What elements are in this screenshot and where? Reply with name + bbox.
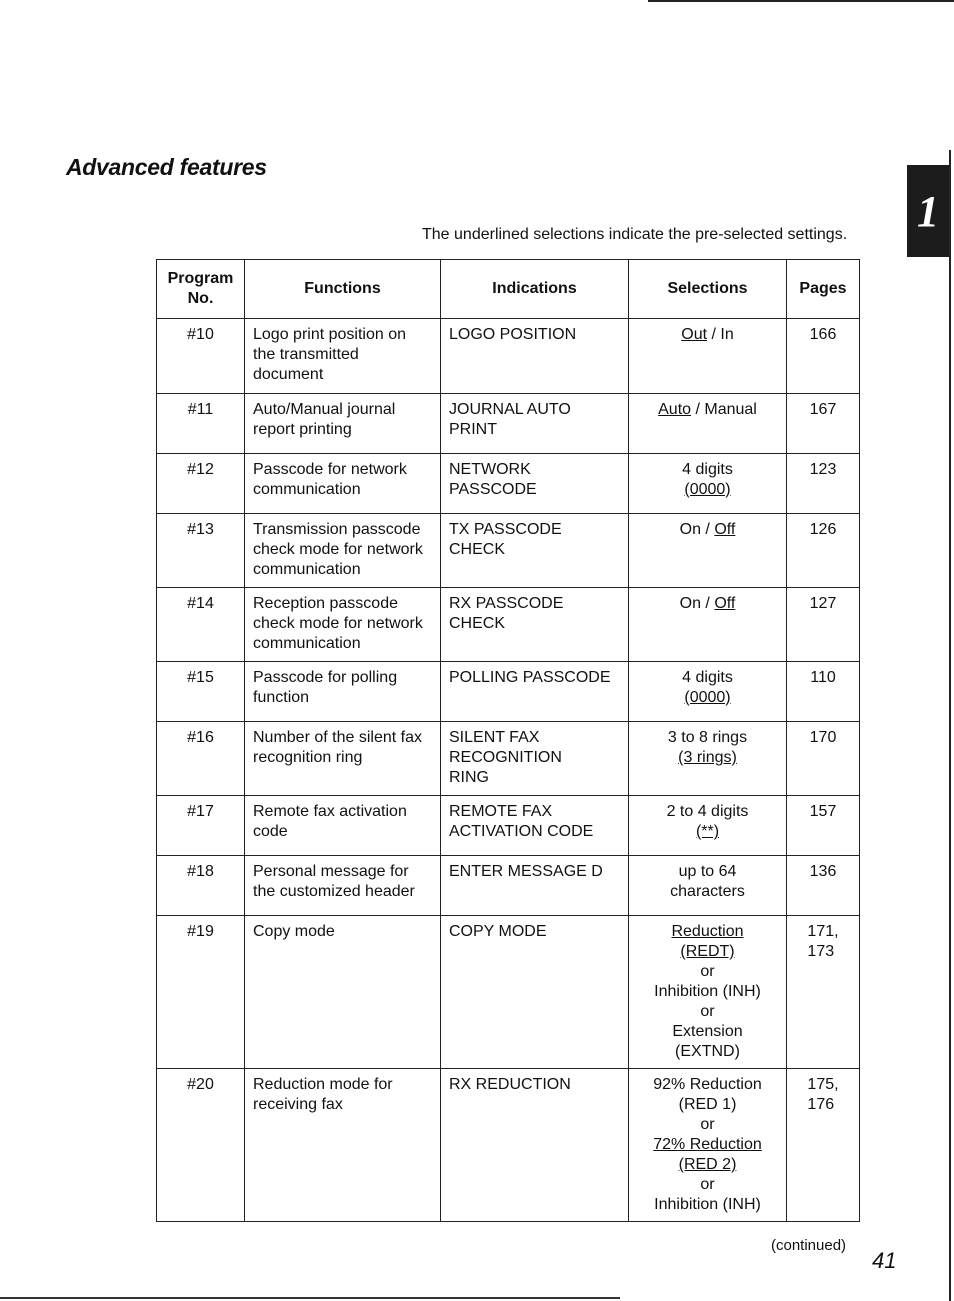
page-reference-line: 126 [809, 521, 837, 538]
selection-cell [629, 514, 787, 588]
page-number: 41 [872, 1248, 897, 1273]
indication-cell [441, 514, 629, 588]
selection-line [637, 728, 778, 748]
function-text: communication [253, 481, 361, 498]
pages-cell [787, 588, 860, 662]
program-number-cell [157, 454, 245, 514]
program-number: #16 [187, 729, 214, 746]
default-selection: (0000) [684, 689, 731, 706]
selection-text: 2 to 4 digits [666, 803, 749, 820]
program-number-cell [157, 319, 245, 394]
indication-text: RECOGNITION [449, 749, 562, 766]
page-reference [810, 325, 837, 345]
selection-text: 92% Reduction [653, 1076, 762, 1093]
function-cell [245, 454, 441, 514]
function-text: Logo print position on [253, 326, 406, 343]
indication-cell [441, 454, 629, 514]
page-reference [807, 1075, 838, 1115]
function-text: Remote fax activation [253, 803, 407, 820]
selection-line [637, 1135, 778, 1155]
program-number: #18 [187, 863, 214, 880]
indication-cell [441, 662, 629, 722]
header-row [157, 260, 860, 319]
function-cell [245, 1069, 441, 1222]
pages-cell [787, 1069, 860, 1222]
default-selection: Off [714, 521, 736, 538]
preselected-note: The underlined selections indicate the pre-selected settings. [422, 226, 848, 243]
page-reference-line: 171, [807, 923, 839, 940]
table-body [157, 319, 860, 1222]
selection-line [637, 982, 778, 1002]
indication-text: ENTER MESSAGE D [449, 863, 603, 880]
selection-line [637, 882, 778, 902]
selection-text: On / [679, 595, 715, 612]
selection-line [637, 962, 778, 982]
selection-line [637, 1095, 778, 1115]
selection-text: 4 digits [682, 461, 733, 478]
selection-line [637, 1022, 778, 1042]
indication-text: JOURNAL AUTO [449, 401, 571, 418]
selection-text: or [700, 963, 715, 980]
selection-text: 3 to 8 rings [667, 729, 748, 746]
indication-text: CHECK [449, 541, 506, 558]
table-row [157, 514, 860, 588]
page-reference [810, 460, 837, 480]
program-number: #17 [187, 803, 214, 820]
program-number-cell [157, 394, 245, 454]
program-number-cell [157, 856, 245, 916]
selection-text: / Manual [691, 401, 757, 418]
table-row [157, 394, 860, 454]
indication-text: NETWORK [449, 461, 531, 478]
pages-cell [787, 394, 860, 454]
function-text: Number of the silent fax [253, 729, 422, 746]
page-reference-line: 175, [807, 1076, 839, 1093]
chapter-tab-number: 1 [917, 186, 939, 236]
page-reference-line: 123 [809, 461, 837, 478]
program-number: #11 [187, 401, 214, 418]
selection-line [637, 1175, 778, 1195]
default-selection: Auto [658, 401, 692, 418]
chapter-tab [907, 165, 949, 257]
selection-text: or [700, 1003, 715, 1020]
pages-cell [787, 856, 860, 916]
function-text: Passcode for polling [253, 669, 398, 686]
page-reference [810, 862, 837, 882]
selection-text: Extension [672, 1023, 743, 1040]
selection-text: characters [670, 883, 745, 900]
pages-cell [787, 319, 860, 394]
indication-text: ACTIVATION CODE [449, 823, 594, 840]
page-reference [810, 400, 837, 420]
indication-cell [441, 856, 629, 916]
indication-text: REMOTE FAX [449, 803, 553, 820]
pages-cell [787, 796, 860, 856]
selection-line [637, 802, 778, 822]
selection-line [637, 822, 778, 842]
page-reference [810, 802, 837, 822]
page-reference-line: 170 [809, 729, 837, 746]
program-number-cell [157, 662, 245, 722]
function-cell [245, 916, 441, 1069]
function-text: the customized header [253, 883, 415, 900]
function-text: document [253, 366, 324, 383]
program-number: #13 [187, 521, 214, 538]
selection-line [637, 480, 778, 500]
selection-line [637, 748, 778, 768]
selection-cell [629, 856, 787, 916]
program-number-cell [157, 1069, 245, 1222]
column-header: Selections [629, 260, 787, 319]
program-number: #19 [187, 923, 214, 940]
table-row [157, 1069, 860, 1222]
page-reference [810, 728, 837, 748]
selection-line [637, 460, 778, 480]
selection-line [637, 1002, 778, 1022]
table-row [157, 319, 860, 394]
indication-cell [441, 319, 629, 394]
page-reference-line: 136 [809, 863, 837, 880]
selection-text: 4 digits [682, 669, 733, 686]
top-rule [648, 0, 954, 2]
selection-cell [629, 588, 787, 662]
indication-text: COPY MODE [449, 923, 547, 940]
function-cell [245, 394, 441, 454]
default-selection: (**) [695, 823, 720, 840]
function-text: Auto/Manual journal [253, 401, 396, 418]
selection-line [637, 942, 778, 962]
default-selection: Out [681, 326, 708, 343]
selection-line [637, 922, 778, 942]
pages-cell [787, 514, 860, 588]
selection-text: or [700, 1176, 715, 1193]
pages-cell [787, 722, 860, 796]
selection-text: On / [679, 521, 715, 538]
bottom-rule [0, 1297, 620, 1299]
selection-text: / In [707, 326, 734, 343]
table-row [157, 454, 860, 514]
indication-text: PRINT [449, 421, 497, 438]
program-number: #12 [187, 461, 214, 478]
function-text: Copy mode [253, 923, 335, 940]
table-row [157, 662, 860, 722]
function-text: communication [253, 635, 361, 652]
selection-line [637, 668, 778, 688]
function-text: recognition ring [253, 749, 363, 766]
indication-text: RX REDUCTION [449, 1076, 571, 1093]
page-reference-line: 110 [810, 669, 836, 686]
table-row [157, 916, 860, 1069]
selection-line [637, 325, 778, 345]
selection-cell [629, 916, 787, 1069]
program-number: #20 [187, 1076, 214, 1093]
selection-line [637, 688, 778, 708]
program-number-cell [157, 916, 245, 1069]
table-row [157, 796, 860, 856]
function-text: Personal message for [253, 863, 409, 880]
indication-text: TX PASSCODE [449, 521, 562, 538]
function-text: receiving fax [253, 1096, 343, 1113]
indication-cell [441, 588, 629, 662]
selection-cell [629, 1069, 787, 1222]
selection-cell [629, 319, 787, 394]
selection-text: up to 64 [678, 863, 737, 880]
program-number: #14 [187, 595, 214, 612]
continued-note: (continued) [771, 1237, 847, 1254]
indication-text: POLLING PASSCODE [449, 669, 611, 686]
selection-text: (EXTND) [675, 1043, 740, 1060]
default-selection: Reduction [671, 923, 744, 940]
function-text: check mode for network [253, 615, 423, 632]
function-cell [245, 796, 441, 856]
selection-line [637, 1042, 778, 1062]
selection-line [637, 1195, 778, 1215]
table-row [157, 722, 860, 796]
page-reference [810, 594, 837, 614]
function-text: code [253, 823, 288, 840]
function-cell [245, 514, 441, 588]
default-selection: (3 rings) [678, 749, 737, 766]
indication-text: SILENT FAX [449, 729, 540, 746]
function-text: Reception passcode [253, 595, 398, 612]
function-cell [245, 856, 441, 916]
selection-text: Inhibition (INH) [654, 1196, 761, 1213]
page-reference-line: 176 [807, 1096, 835, 1113]
pages-cell [787, 662, 860, 722]
selection-text: (RED 1) [678, 1096, 737, 1113]
page-reference [807, 922, 838, 962]
features-table [156, 259, 860, 1222]
selection-line [637, 400, 778, 420]
page-reference-line: 157 [809, 803, 837, 820]
function-text: report printing [253, 421, 352, 438]
page-reference [810, 668, 836, 688]
selection-cell [629, 662, 787, 722]
function-cell [245, 662, 441, 722]
default-selection: (0000) [684, 481, 731, 498]
selection-line [637, 862, 778, 882]
selection-line [637, 520, 778, 540]
selection-line [637, 1115, 778, 1135]
indication-cell [441, 1069, 629, 1222]
program-number-cell [157, 514, 245, 588]
selection-cell [629, 722, 787, 796]
program-number-cell [157, 722, 245, 796]
section-title: Advanced features [66, 154, 267, 180]
selection-cell [629, 796, 787, 856]
default-selection: (REDT) [680, 943, 735, 960]
column-header: Pages [787, 260, 860, 319]
function-text: Reduction mode for [253, 1076, 393, 1093]
table-row [157, 856, 860, 916]
function-cell [245, 588, 441, 662]
selection-line [637, 1155, 778, 1175]
indication-text: LOGO POSITION [449, 326, 577, 343]
indication-cell [441, 916, 629, 1069]
indication-cell [441, 394, 629, 454]
selection-line [637, 594, 778, 614]
program-number: #15 [187, 669, 214, 686]
function-text: communication [253, 561, 361, 578]
page-reference-line: 166 [809, 326, 837, 343]
page-reference [810, 520, 837, 540]
selection-line [637, 1075, 778, 1095]
column-header: Program No. [157, 260, 245, 319]
right-edge-rule [949, 150, 951, 1301]
program-number: #10 [187, 326, 214, 343]
column-header: Functions [245, 260, 441, 319]
pages-cell [787, 454, 860, 514]
page-reference-line: 167 [809, 401, 837, 418]
indication-cell [441, 722, 629, 796]
page-reference-line: 127 [809, 595, 837, 612]
function-text: the transmitted [253, 346, 359, 363]
indication-text: RX PASSCODE [449, 595, 564, 612]
default-selection: Off [714, 595, 736, 612]
default-selection: (RED 2) [678, 1156, 737, 1173]
indication-text: CHECK [449, 615, 506, 632]
function-text: Transmission passcode [253, 521, 421, 538]
function-text: Passcode for network [253, 461, 407, 478]
selection-cell [629, 394, 787, 454]
indication-text: PASSCODE [449, 481, 537, 498]
function-text: function [253, 689, 310, 706]
selection-text: or [700, 1116, 715, 1133]
table-row [157, 588, 860, 662]
function-text: check mode for network [253, 541, 423, 558]
program-number-cell [157, 796, 245, 856]
program-number-cell [157, 588, 245, 662]
default-selection: 72% Reduction [653, 1136, 762, 1153]
indication-text: RING [449, 769, 489, 786]
selection-text: Inhibition (INH) [654, 983, 761, 1000]
column-header: Indications [441, 260, 629, 319]
page-reference-line: 173 [807, 943, 835, 960]
function-cell [245, 722, 441, 796]
indication-cell [441, 796, 629, 856]
pages-cell [787, 916, 860, 1069]
function-cell [245, 319, 441, 394]
selection-cell [629, 454, 787, 514]
